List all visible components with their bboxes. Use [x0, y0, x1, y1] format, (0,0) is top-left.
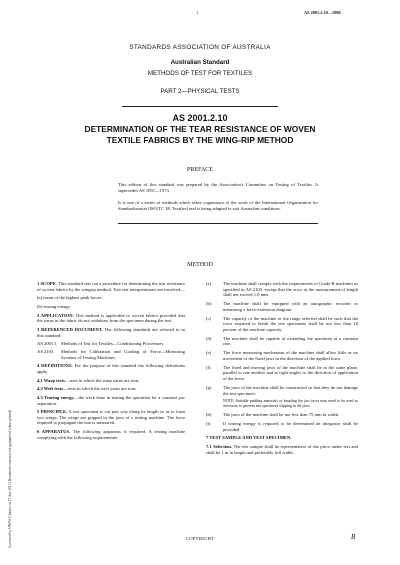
preface-paragraph-1: This edition of this standard was prepared by the Association's Committee on Testing of Textiles. It supersedes AS 1091—1973. — [118, 182, 318, 193]
apparatus-requirement-d — [206, 336, 358, 347]
document-title-line-2: TEXTILE FABRICS BY THE WING-RIP METHOD — [106, 135, 294, 145]
definition-term: 4.3 Tearing energy — [37, 394, 74, 400]
definitions-text: For the purpose of this standard the following definitions apply. — [37, 363, 185, 374]
item-label: (c) — [206, 315, 212, 321]
section-principle — [37, 409, 185, 426]
left-column — [37, 281, 185, 443]
preface-heading: PREFACE — [187, 167, 213, 173]
copyright-footer: COPYRIGHT — [185, 536, 215, 541]
item-label: (d) — [206, 335, 212, 341]
section-selection — [206, 444, 358, 455]
section-apparatus — [37, 429, 185, 440]
document-number: AS 2001.2.10 — [172, 113, 228, 123]
page-mark: B — [351, 533, 356, 541]
association-name: STANDARDS ASSOCIATION OF AUSTRALIA — [129, 44, 271, 51]
apparatus-note: NOTE: Suitable padding materials or knurling the jaw faces may need to be used as necessary to prevent test specimens slipping in the jaws. — [223, 399, 358, 409]
reference-row — [37, 341, 185, 347]
definition-term: 4.1 Warp tests — [37, 377, 65, 383]
apparatus-requirement-h — [206, 412, 358, 418]
page-number: 1 — [196, 10, 199, 15]
section-scope — [37, 281, 185, 292]
reference-row — [37, 349, 185, 360]
apparatus-requirement-a — [206, 281, 358, 298]
definition-text: —the work done in tearing the specimen for a constant jaw separation. — [37, 394, 185, 406]
item-label: (e) — [206, 350, 212, 356]
section-definitions — [37, 363, 185, 374]
definition-tearing-energy — [37, 395, 185, 406]
apparatus-requirement-f — [206, 365, 358, 382]
definition-text: —tests in which the weft yarns are torn. — [63, 386, 137, 392]
series-title: METHODS OF TEST FOR TEXTILES — [147, 70, 253, 77]
method-heading: METHOD — [187, 262, 213, 268]
apparatus-requirement-i — [206, 421, 358, 432]
preface-paragraph-2: It is one of a series of methods which takes cognizance of the work of the International Organization for Standardization (ISO/TC 38, Textiles) and is being adapted to suit Australian conditions. — [118, 200, 318, 211]
section-application — [37, 313, 185, 324]
item-text: The force measuring mechanism of the machine shall allow little or no movement of the fixed jaws in the direction of the applied force. — [223, 350, 358, 361]
item-text: The capacity of the machine or the range selected shall be such that the force required to break the test specimens shall be not less than 10 percent of the machine capacity. — [223, 315, 358, 332]
item-text: The machine shall be capable of extending the specimen at a constant rate. — [223, 335, 358, 347]
part-title: PART 2—PHYSICAL TESTS — [160, 88, 240, 95]
reference-code: AS 2001.1 — [37, 341, 57, 347]
definition-weft-tests — [37, 386, 185, 392]
item-label: (i) — [206, 420, 211, 426]
reference-title: Methods for Calibration and Grading of Force—Measuring Systems of Testing Machines. — [61, 349, 185, 361]
item-text: The machine shall comply with the requirements of Grade B machines as specified in AS 2103, except that the error in the measurement of length shall not exceed 1.0 mm. — [223, 281, 358, 298]
standard-type: Australian Standard — [170, 59, 230, 66]
reference-code: AS 2103 — [37, 349, 54, 355]
right-column — [206, 281, 358, 458]
title-rule — [122, 106, 278, 107]
apparatus-requirement-c — [206, 316, 358, 333]
scope-title: 1 SCOPE. — [37, 281, 57, 286]
section-referenced-document — [37, 327, 185, 338]
document-title-line-1: DETERMINATION OF THE TEAR RESISTANCE OF WOVEN — [84, 124, 316, 134]
apparatus-requirement-b — [206, 301, 358, 312]
item-text: If tearing energy is required to be determined an integrator shall be provided. — [223, 420, 358, 432]
principle-text: A test specimen is cut part way along its length so as to form two wings. The wings are gripped in the jaws of a testing machine. The force required to propagate the tear is measured. — [37, 409, 185, 426]
standard-reference: AS 2001.2.10—1986 — [304, 10, 341, 15]
selection-title: 7.1 Selection. — [206, 444, 233, 450]
item-label: (h) — [206, 412, 212, 418]
reference-title: Methods of Test for Textiles—Conditioning Procedures. — [61, 341, 165, 347]
definition-text: —tests in which the warp yarns are torn. — [64, 377, 140, 383]
application-title: 2 APPLICATION. — [37, 312, 74, 318]
application-text: This method is applicable to woven fabrics provided that the yarns in the fabric do not withdraw from the specimen during the test. — [37, 312, 185, 324]
item-text: The machine shall be equipped with an autographic recorder or measuring a force-extension diagram. — [223, 301, 358, 312]
item-label: (b) — [206, 301, 212, 307]
definition-warp-tests — [37, 378, 185, 384]
referenced-document-text: The following standards are referred to in this standard: — [37, 326, 185, 338]
item-text: The jaws of the machine shall be constructed so that they do not damage the test specimen. — [223, 384, 358, 396]
definitions-title: 4 DEFINITIONS. — [37, 363, 73, 369]
item-text: The jaws of the machine shall be not less than 75 mm in width. — [223, 412, 340, 418]
item-label: (a) — [206, 281, 212, 286]
principle-title: 5 PRINCIPLE. — [37, 409, 68, 415]
scope-item-b: (b) tearing energy. — [37, 303, 71, 309]
definition-term: 4.2 Weft tests — [37, 386, 64, 392]
apparatus-title: 6 APPARATUS. — [37, 429, 71, 435]
scope-text: This standard sets out a procedure for determining the tear resistance of woven fabrics by the wingrip method. Two test interpretations are involved— — [37, 281, 185, 292]
item-label: (f) — [206, 364, 211, 370]
apparatus-text: The following apparatus is required: A testing machine complying with the following requirements: — [37, 429, 185, 440]
preface-rule — [118, 223, 318, 224]
apparatus-requirement-g — [206, 385, 358, 396]
item-label: (g) — [206, 384, 212, 390]
scope-item-a: (a) mean of the highest peak forces. — [37, 295, 103, 301]
test-sample-heading: 7 TEST SAMPLE AND TEST SPECIMEN. — [206, 435, 292, 441]
selection-text: The test sample shall be representative of the piece under test and shall be 1 m in length and preferably full width. — [206, 444, 358, 455]
item-text: The fixed and moving jaws of the machine shall be in the same plane, parallel to one another and at right angles to the direction of application of the force. — [223, 364, 358, 382]
apparatus-requirement-e — [206, 350, 358, 361]
referenced-document-title: 3 REFERENCED DOCUMENT. — [37, 326, 103, 332]
access-side-note: Accessed by UNSW Library on 27 Apr 2013 (Document currency not guaranteed when printed) — [8, 409, 12, 548]
